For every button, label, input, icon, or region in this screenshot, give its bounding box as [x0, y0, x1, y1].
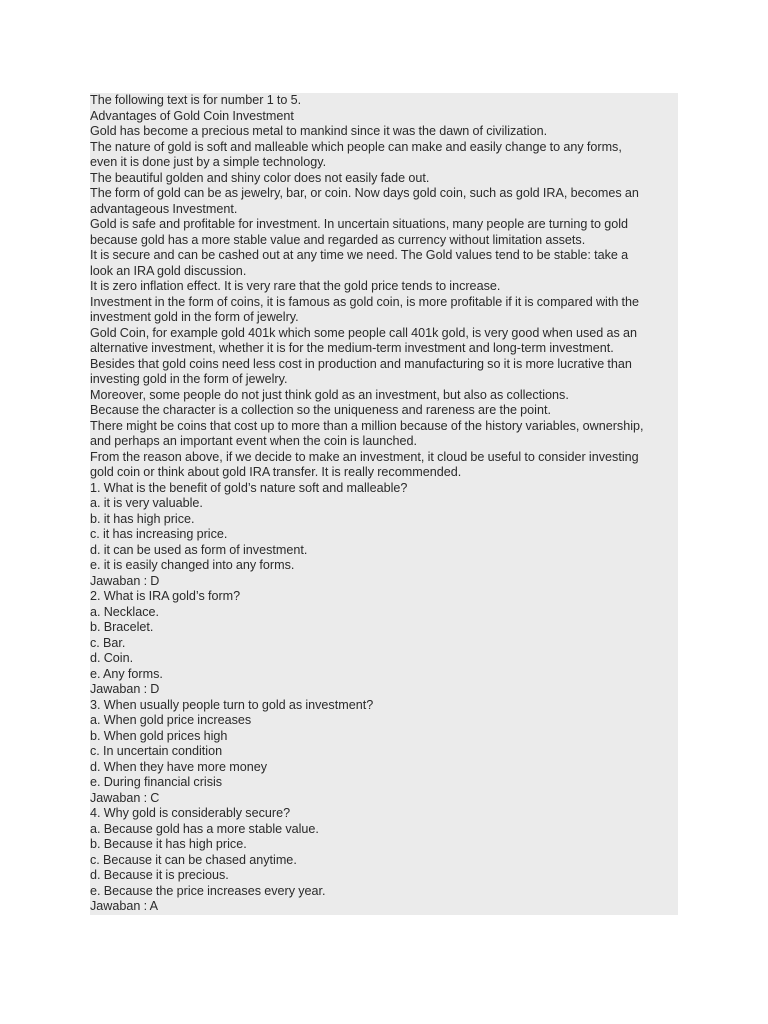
document-line: advantageous Investment.: [90, 201, 238, 216]
document-line: b. it has high price.: [90, 511, 195, 526]
document-line: c. Bar.: [90, 635, 126, 650]
document-line: e. During financial crisis: [90, 775, 223, 789]
document-line: c. In uncertain condition: [90, 744, 223, 758]
document-line: The beautiful golden and shiny color does not easily fade out.: [90, 170, 430, 185]
document-line: Gold has become a precious metal to mankind since it was the dawn of civilization.: [90, 124, 548, 138]
document-line: investment gold in the form of jewelry.: [90, 310, 299, 324]
document-line: 1. What is the benefit of gold’s nature soft and malleable?: [90, 480, 408, 495]
document-line: e. it is easily changed into any forms.: [90, 558, 295, 572]
document-line: b. When gold prices high: [90, 728, 228, 743]
document-line: Jawaban : A: [90, 899, 159, 913]
document-line: look an IRA gold discussion.: [90, 263, 247, 278]
document-line: a. When gold price increases: [90, 713, 252, 727]
document-line: gold coin or think about gold IRA transfer. It is really recommended.: [90, 465, 462, 479]
document-line: It is zero inflation effect. It is very rare that the gold price tends to increase.: [90, 279, 501, 293]
document-line: e. Any forms.: [90, 666, 163, 681]
document-line: e. Because the price increases every year.: [90, 883, 326, 898]
document-line: The nature of gold is soft and malleable which people can make and easily change to any forms,: [90, 139, 622, 154]
document-line: Investment in the form of coins, it is famous as gold coin, is more profitable if it is compared with the: [90, 294, 640, 309]
document-line: a. Necklace.: [90, 604, 159, 619]
document-line: b. Bracelet.: [90, 620, 154, 634]
document-line: From the reason above, if we decide to make an investment, it cloud be useful to consider investing: [90, 449, 639, 464]
document-line: c. Because it can be chased anytime.: [90, 852, 297, 867]
document-line: Advantages of Gold Coin Investment: [90, 108, 294, 123]
document-line: even it is done just by a simple technology.: [90, 155, 327, 169]
document-line: d. When they have more money: [90, 759, 268, 774]
document-line: investing gold in the form of jewelry.: [90, 372, 288, 386]
document-line: Moreover, some people do not just think gold as an investment, but also as collections.: [90, 387, 569, 402]
document-line: c. it has increasing price.: [90, 527, 228, 541]
document-line: b. Because it has high price.: [90, 837, 247, 851]
document-line: The form of gold can be as jewelry, bar, or coin. Now days gold coin, such as gold IRA, becomes an: [90, 186, 639, 200]
document-line: It is secure and can be cashed out at any time we need. The Gold values tend to be stable: take a: [90, 248, 629, 262]
document-line: d. it can be used as form of investment.: [90, 542, 308, 557]
document-line: 3. When usually people turn to gold as investment?: [90, 697, 374, 712]
document-line: 2. What is IRA gold’s form?: [90, 589, 241, 603]
document-line: The following text is for number 1 to 5.: [90, 93, 302, 107]
document-line: There might be coins that cost up to more than a million because of the history variables, ownership,: [90, 418, 644, 433]
document-line: Gold Coin, for example gold 401k which some people call 401k gold, is very good when used as an: [90, 325, 637, 340]
document-line: Jawaban : C: [90, 790, 160, 805]
document-text-block: [90, 93, 678, 915]
document-line: d. Because it is precious.: [90, 868, 229, 882]
document-line: d. Coin.: [90, 651, 134, 665]
document-line: and perhaps an important event when the coin is launched.: [90, 434, 418, 448]
document-line: a. it is very valuable.: [90, 496, 203, 510]
document-line: Besides that gold coins need less cost in production and manufacturing so it is more lucrative than: [90, 356, 632, 371]
document-line: Because the character is a collection so the uniqueness and rareness are the point.: [90, 403, 551, 417]
document-line: Jawaban : D: [90, 682, 160, 696]
document-line: a. Because gold has a more stable value.: [90, 821, 319, 836]
document-line: Jawaban : D: [90, 573, 160, 588]
document-line: Gold is safe and profitable for investment. In uncertain situations, many people are turning to gold: [90, 217, 629, 231]
document-line: alternative investment, whether it is for the medium-term investment and long-term investment.: [90, 341, 614, 355]
document-line: 4. Why gold is considerably secure?: [90, 806, 291, 820]
document-line: because gold has a more stable value and regarded as currency without limitation assets.: [90, 232, 586, 247]
